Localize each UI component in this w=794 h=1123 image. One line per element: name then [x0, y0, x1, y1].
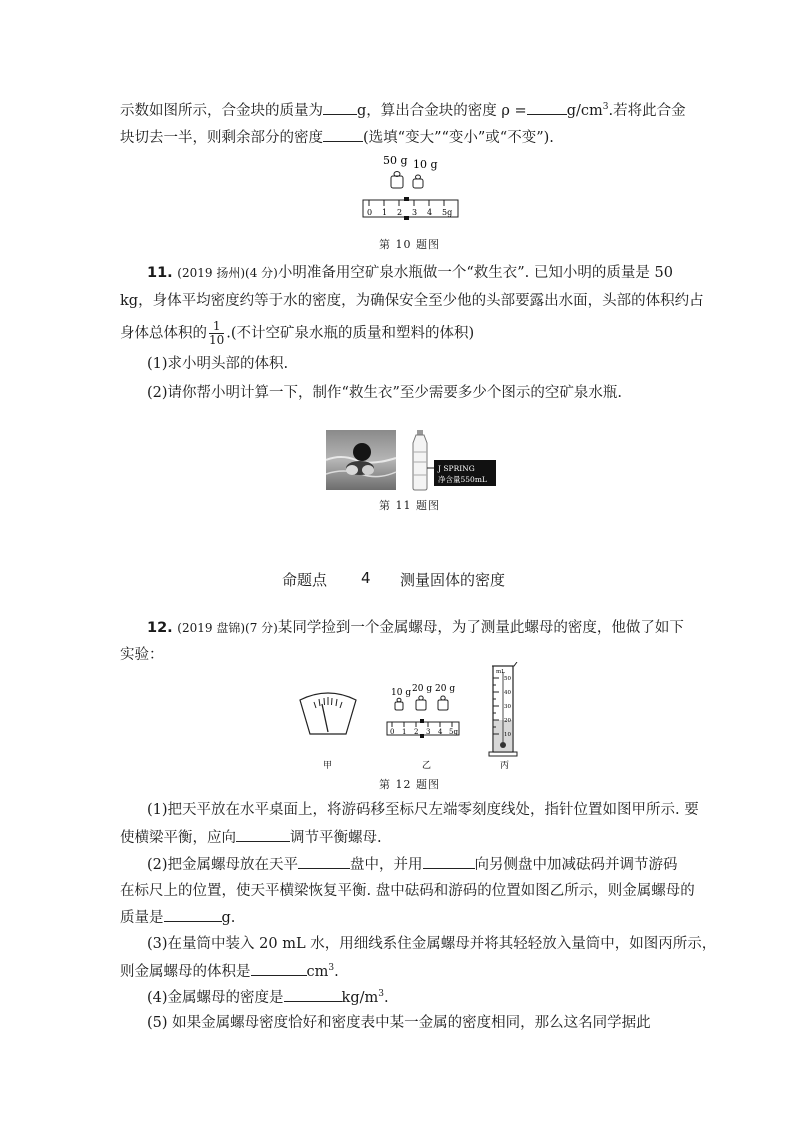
metal-nut: [500, 742, 506, 748]
q11-subquestion-2: (2)请你帮小明计算一下，制作“救生衣”至少需要多少个图示的空矿泉水瓶.: [147, 385, 622, 401]
question-source: (2019 扬州)(4 分): [177, 266, 278, 280]
weight-label: 10 g: [391, 688, 412, 698]
q12-unit: kg/m: [341, 990, 379, 1006]
figure-label-b: 乙: [422, 761, 432, 771]
fraction-one-tenth: [209, 320, 224, 347]
tick-label: 3: [412, 208, 418, 217]
fraction-numerator: 1: [209, 320, 224, 334]
weight-10g-icon: [395, 698, 403, 710]
q10-text: .若将此合金: [608, 103, 686, 119]
q12-subquestion-3-cont: [120, 961, 339, 982]
q12-subquestion-2-cont: 在标尺上的位置，使天平横梁恢复平衡. 盘中砝码和游码的位置如图乙所示，则金属螺母的: [120, 883, 695, 899]
q10-text: g，算出合金块的密度 ρ =: [357, 103, 527, 119]
q11-text: .(不计空矿泉水瓶的质量和塑料的体积): [226, 325, 475, 342]
q12-text: 使横梁平衡，应向: [120, 830, 236, 846]
scale-ruler: [387, 719, 459, 738]
answer-blank[interactable]: [298, 854, 350, 869]
tick-label: 1: [402, 728, 407, 736]
superscript: 3: [378, 989, 384, 1000]
q12-text: 某同学捡到一个金属螺母，为了测量此螺母的密度，他做了如下: [277, 620, 684, 636]
question-number: 12.: [147, 620, 173, 636]
tick-label: 3: [426, 728, 431, 736]
weight-label: 20 g: [412, 684, 433, 694]
water-bottle-icon: [413, 430, 427, 490]
rider-top: [420, 719, 424, 723]
q11-text: 身体总体积的: [120, 325, 207, 342]
q12-subquestion-4: [147, 987, 389, 1008]
tick-label: 4: [438, 728, 443, 736]
scale-pointer: [322, 704, 328, 732]
q11-line-3: [120, 320, 474, 347]
figure-12: [292, 662, 532, 774]
q12-text: 则金属螺母的体积是: [120, 964, 251, 980]
tick-label: 5g: [442, 208, 453, 217]
q12-subquestion-5: (5) 如果金属螺母密度恰好和密度表中某一金属的密度相同，那么这名同学据此: [147, 1015, 651, 1031]
tick-label: 4: [427, 208, 433, 217]
answer-blank[interactable]: [323, 127, 363, 142]
figure-10-caption: 第 10 题图: [379, 238, 440, 251]
q12-text: .: [383, 990, 389, 1006]
pointer-scale-dial: [300, 693, 356, 734]
superscript: 3: [328, 963, 335, 974]
figure-label-a: 甲: [323, 761, 333, 771]
q12-subquestion-1-cont: [120, 827, 382, 848]
answer-blank[interactable]: [527, 100, 567, 115]
scale-ruler: [363, 197, 458, 220]
weight-20g-icon: [416, 696, 426, 710]
weight-10g-icon: [413, 175, 423, 188]
answer-blank[interactable]: [251, 961, 307, 976]
answer-blank[interactable]: [284, 987, 342, 1002]
bottle-brand-label: J SPRING: [438, 464, 475, 473]
swimmer-photo: [326, 430, 396, 490]
q12-subquestion-1: (1)把天平放在水平桌面上，将游码移至标尺左端零刻度线处，指针位置如图甲所示. 要: [147, 802, 699, 818]
figure-10-balance-reading: [355, 152, 465, 224]
weight-label: 20 g: [435, 684, 456, 694]
rider-bottom: [404, 216, 409, 220]
weight-10g-label: 10 g: [413, 158, 438, 171]
q10-line-2: [120, 127, 554, 148]
tick-label: 20: [504, 718, 511, 724]
rider-bottom: [420, 734, 424, 738]
tick-label: 1: [382, 208, 388, 217]
q11-line-2: kg，身体平均密度约等于水的密度，为确保安全至少他的头部要露出水面，头部的体积约占: [120, 293, 704, 309]
tick-label: 2: [414, 728, 419, 736]
section-title: 测量固体的密度: [400, 571, 506, 589]
q12-subquestion-2-end: [120, 907, 235, 928]
q10-text: 示数如图所示，合金块的质量为: [120, 103, 323, 119]
q12-text: 质量是: [120, 910, 164, 926]
section-number: 4: [361, 569, 371, 587]
graduated-cylinder-icon: [489, 662, 517, 756]
tick-label: 40: [504, 690, 511, 696]
tick-label: 30: [504, 704, 511, 710]
q12-line-1: [147, 618, 684, 638]
tick-label: 0: [367, 208, 373, 217]
q12-text: (2)把金属螺母放在天平: [147, 857, 299, 873]
rider-top: [404, 197, 409, 201]
answer-blank[interactable]: [423, 854, 475, 869]
answer-blank[interactable]: [164, 907, 222, 922]
tick-label: 10: [504, 732, 511, 738]
q12-text: 向另侧盘中加减砝码并调节游码: [474, 857, 678, 873]
q10-line-1: [120, 100, 686, 121]
q10-text: 块切去一半，则剩余部分的密度: [120, 130, 323, 146]
q11-text: 小明准备用空矿泉水瓶做一个“救生衣”. 已知小明的质量是 50: [277, 265, 673, 281]
answer-blank[interactable]: [236, 827, 290, 842]
tick-label: 2: [397, 208, 403, 217]
q12-text: .: [334, 964, 339, 980]
answer-blank[interactable]: [323, 100, 357, 115]
weight-50g-label: 50 g: [383, 154, 408, 167]
tick-label: 50: [504, 676, 511, 682]
q11-line-1: [147, 263, 673, 283]
question-number: 11.: [147, 265, 173, 281]
q12-text: g.: [221, 910, 236, 926]
tick-label: 0: [390, 728, 395, 736]
q12-subquestion-3: (3)在量筒中装入 20 mL 水，用细线系住金属螺母并将其轻轻放入量筒中，如图丙所示，: [147, 936, 717, 952]
cylinder-unit: mL: [496, 669, 505, 675]
q11-subquestion-1: (1)求小明头部的体积.: [147, 356, 289, 372]
tick-label: 5g: [449, 728, 458, 736]
figure-11: [326, 430, 498, 492]
bottle-volume-label: 净含量550mL: [438, 475, 487, 484]
figure-label-c: 丙: [500, 761, 510, 771]
q12-subquestion-2: [147, 854, 678, 875]
weight-20g-icon: [438, 696, 448, 710]
fraction-denominator: 10: [209, 333, 225, 347]
q10-text: (选填“变大”“变小”或“不变”).: [363, 130, 554, 146]
q12-line-2: 实验：: [120, 647, 164, 663]
figure-12-caption: 第 12 题图: [379, 778, 440, 791]
question-source: (2019 盘锦)(7 分): [177, 621, 278, 635]
superscript: 3: [602, 102, 609, 113]
figure-11-caption: 第 11 题图: [379, 499, 440, 512]
q10-unit: g/cm: [566, 103, 603, 119]
q12-text: 调节平衡螺母.: [290, 830, 382, 846]
q12-unit: cm: [306, 964, 329, 980]
section-prefix: 命题点: [282, 571, 328, 589]
weight-50g-icon: [391, 172, 403, 189]
q12-text: 盘中，并用: [350, 857, 423, 873]
q12-text: (4)金属螺母的密度是: [147, 990, 284, 1006]
